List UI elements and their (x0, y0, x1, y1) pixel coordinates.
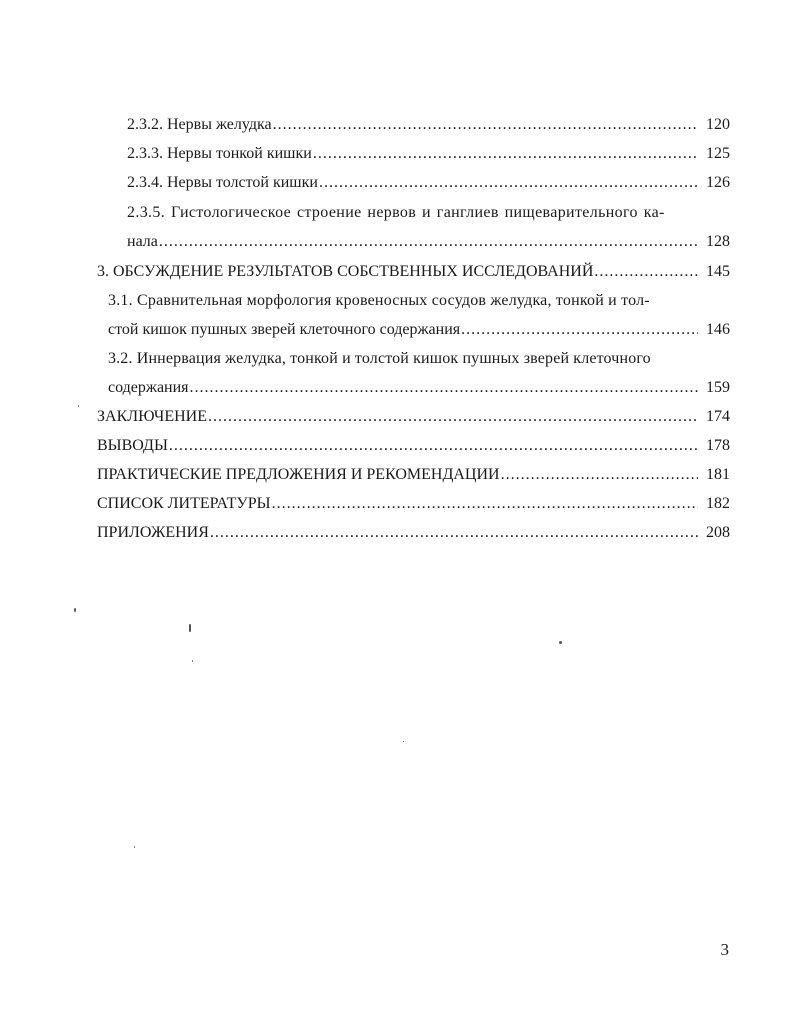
toc-entry-3-1-line1: 3.1. Сравнительная морфология кровеносных сосудов желудка, тонкой и тол- (108, 292, 650, 309)
toc-leader-dots (169, 436, 698, 456)
toc-entry-title: СПИСОК ЛИТЕРАТУРЫ (97, 495, 271, 512)
toc-entry-page: 178 (706, 437, 730, 454)
scan-speck (559, 641, 562, 644)
toc-leader-dots (319, 173, 698, 193)
toc-entry-findings (97, 436, 730, 456)
toc-leader-dots (208, 407, 698, 427)
toc-entry-page: 146 (706, 321, 730, 338)
toc-entry-title: стой кишок пушных зверей клеточного содержания (108, 321, 461, 338)
toc-leader-dots (273, 115, 698, 135)
toc-entry-appendices (97, 523, 730, 543)
toc-entry-2-3-5-line1: 2.3.5. Гистологическое строение нервов и ганглиев пищеварительного ка- (127, 204, 665, 221)
toc-entry-references (97, 494, 730, 514)
toc-entry-title: 2.3.4. Нервы толстой кишки (127, 174, 318, 191)
scan-speck (134, 846, 135, 848)
toc-entry-page: 159 (706, 379, 730, 396)
toc-entry-page: 128 (706, 233, 730, 250)
toc-entry-2-3-3 (127, 144, 730, 164)
page-number: 3 (720, 940, 729, 959)
toc-entry-page: 174 (706, 408, 730, 425)
toc-entry-page: 145 (706, 263, 730, 280)
toc-entry-recommendations (97, 465, 730, 485)
toc-entry-conclusion (97, 407, 730, 427)
toc-leader-dots (190, 378, 698, 398)
scan-speck (192, 660, 193, 662)
toc-entry-2-3-2 (127, 115, 730, 135)
toc-leader-dots (313, 144, 698, 164)
toc-entry-title: 2.3.2. Нервы желудка (127, 116, 272, 133)
toc-entry-title: 3. ОБСУЖДЕНИЕ РЕЗУЛЬТАТОВ СОБСТВЕННЫХ ИССЛЕДОВАНИЙ (97, 263, 594, 280)
scan-speck (74, 608, 76, 612)
toc-leader-dots (461, 320, 698, 340)
toc-entry-2-3-4 (127, 173, 730, 193)
toc-entry-3 (97, 262, 730, 282)
toc-entry-title: ЗАКЛЮЧЕНИЕ (97, 408, 207, 425)
toc-entry-title: ПРИЛОЖЕНИЯ (97, 524, 209, 541)
toc-leader-dots (272, 494, 698, 514)
toc-entry-title: ВЫВОДЫ (97, 437, 168, 454)
toc-entry-title: 2.3.3. Нервы тонкой кишки (127, 145, 312, 162)
scan-speck (403, 741, 404, 742)
toc-entry-page: 126 (706, 174, 730, 191)
toc-entry-2-3-5 (127, 232, 730, 252)
toc-leader-dots (210, 523, 698, 543)
scan-speck (189, 624, 191, 632)
toc-leader-dots (594, 262, 698, 282)
toc-entry-page: 208 (706, 524, 730, 541)
toc-entry-3-2-line1: 3.2. Иннервация желудка, тонкой и толстой кишок пушных зверей клеточного (108, 350, 651, 367)
toc-leader-dots (501, 465, 698, 485)
toc-entry-page: 182 (706, 495, 730, 512)
toc-entry-page: 181 (706, 466, 730, 483)
toc-entry-3-1 (108, 320, 730, 340)
toc-entry-3-2 (108, 378, 730, 398)
toc-entry-page: 120 (706, 116, 730, 133)
scan-speck (78, 405, 79, 407)
toc-leader-dots (159, 232, 698, 252)
toc-entry-page: 125 (706, 145, 730, 162)
toc-entry-title: нала (127, 233, 158, 250)
toc-entry-title: содержания (108, 379, 189, 396)
toc-entry-title: ПРАКТИЧЕСКИЕ ПРЕДЛОЖЕНИЯ И РЕКОМЕНДАЦИИ (97, 466, 500, 483)
